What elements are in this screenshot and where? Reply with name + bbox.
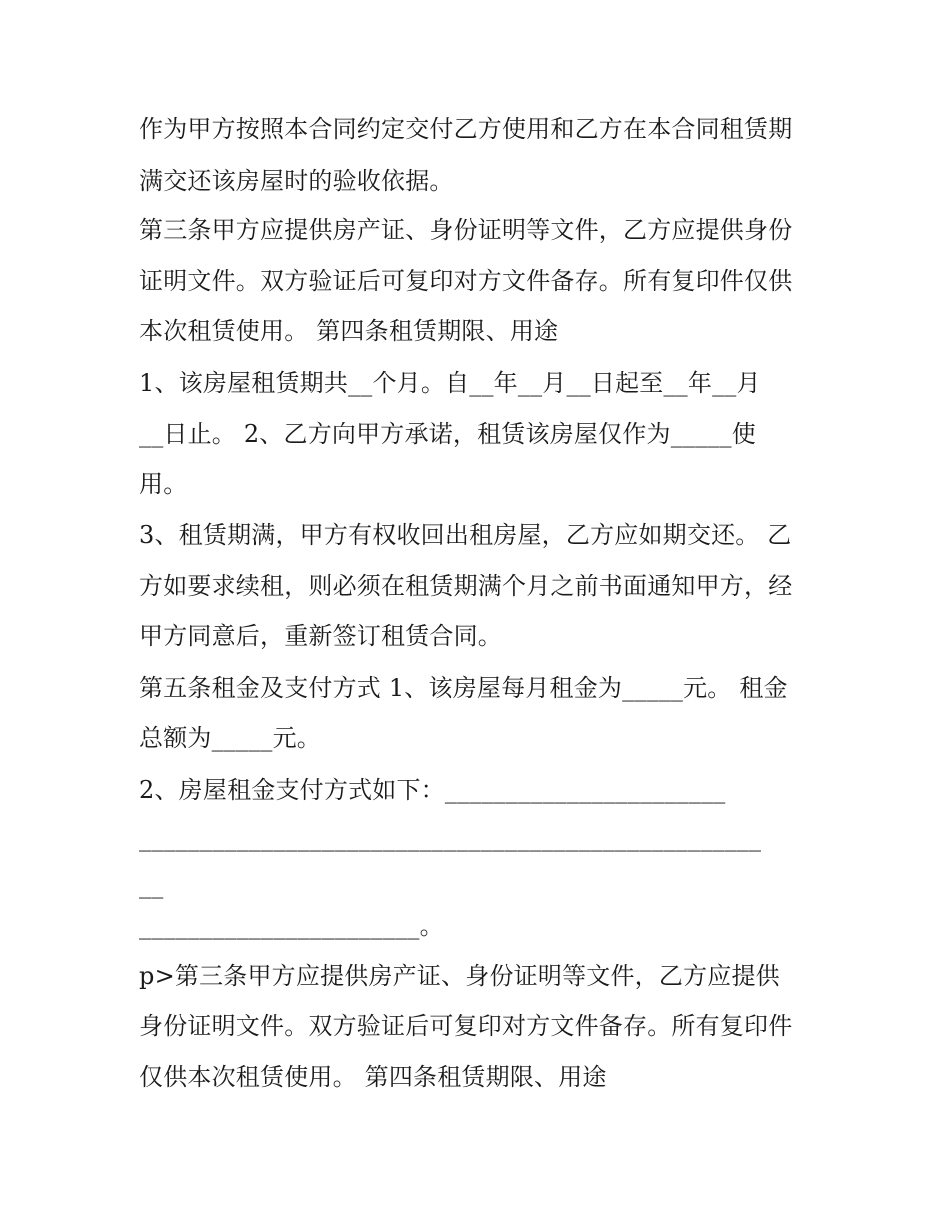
text-line: _______________________。: [139, 912, 444, 940]
text-line: 用。: [139, 470, 188, 498]
text-line: 本次租赁使用。 第四条租赁期限、用途: [139, 317, 559, 345]
text-line: 3、租赁期满，甲方有权收回出租房屋，乙方应如期交还。 乙: [139, 521, 792, 549]
text-line: 总额为_____元。: [139, 724, 321, 752]
text-line: p>第三条甲方应提供房产证、身份证明等文件，乙方应提供: [139, 962, 780, 990]
text-line: 第五条租金及支付方式 1、该房屋每月租金为_____元。 租金: [139, 674, 788, 702]
text-line: __日止。 2、乙方向甲方承诺，租赁该房屋仅作为_____使: [139, 420, 756, 448]
text-line: 证明文件。双方验证后可复印对方文件备存。所有复印件仅供: [139, 267, 793, 295]
text-line: 2、房屋租金支付方式如下：_______________________: [139, 776, 726, 804]
text-line: 第三条甲方应提供房产证、身份证明等文件，乙方应提供身份: [139, 216, 793, 244]
text-line: 仅供本次租赁使用。 第四条租赁期限、用途: [139, 1063, 607, 1091]
text-line: ___________________________________________________: [139, 824, 762, 852]
text-line: 甲方同意后，重新签订租赁合同。: [139, 622, 502, 650]
text-line: 1、该房屋租赁期共__个月。自__年__月__日起至__年__月: [139, 369, 761, 397]
text-line: 作为甲方按照本合同约定交付乙方使用和乙方在本合同租赁期: [139, 115, 793, 143]
text-line: 身份证明文件。双方验证后可复印对方文件备存。所有复印件: [139, 1012, 793, 1040]
text-line: __: [139, 871, 164, 899]
text-line: 方如要求续租，则必须在租赁期满个月之前书面通知甲方，经: [139, 572, 793, 600]
text-line: 满交还该房屋时的验收依据。: [139, 167, 454, 195]
